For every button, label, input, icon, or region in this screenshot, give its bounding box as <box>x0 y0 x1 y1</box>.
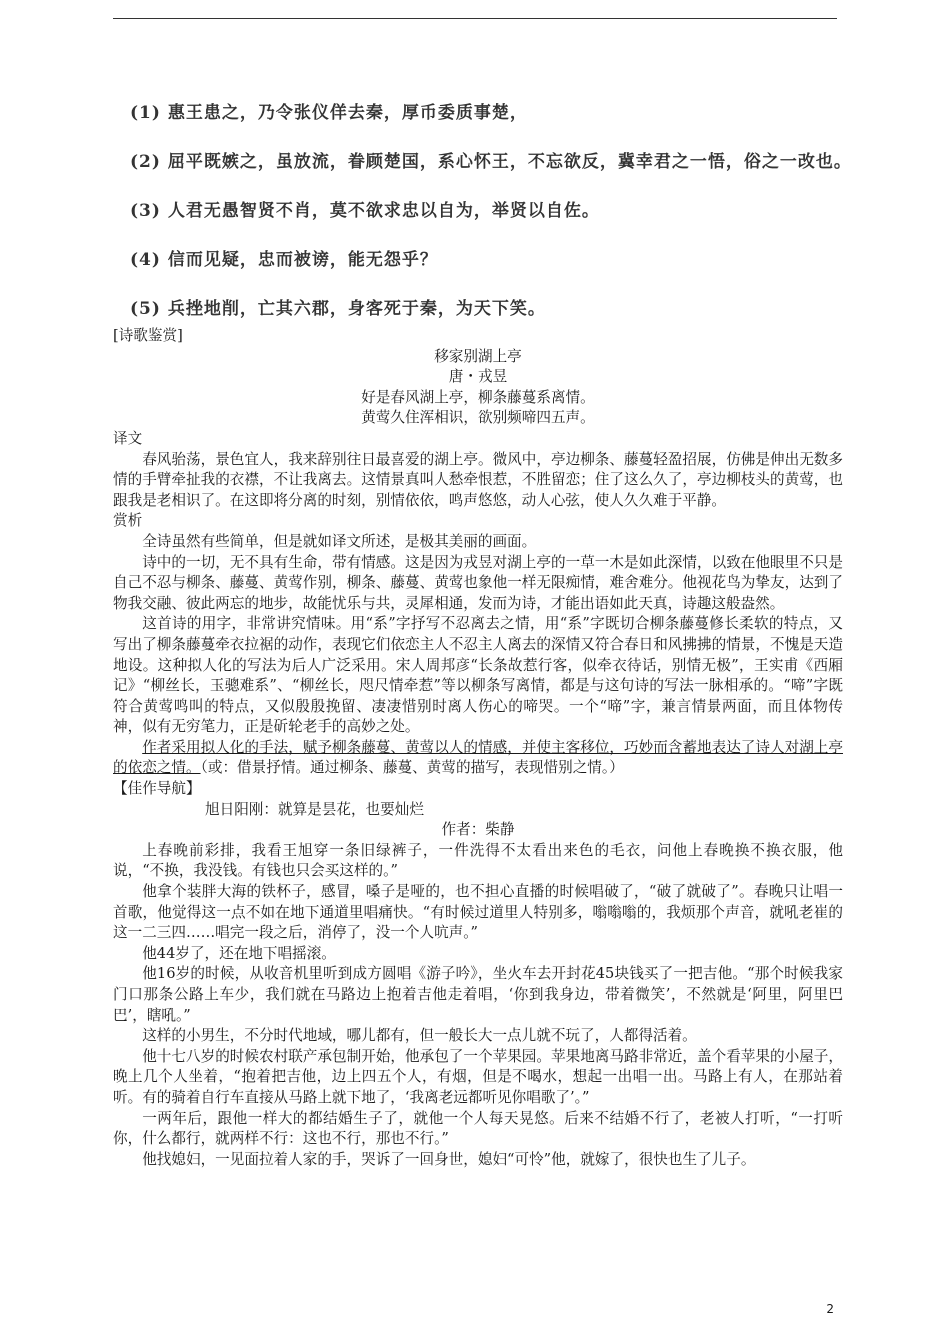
question-3: (3) 人君无愚智贤不肖，莫不欲求忠以自为，举贤以自佐。 <box>130 201 600 221</box>
translation-label: 译文 <box>113 429 143 447</box>
question-4: (4) 信而见疑，忠而被谤，能无怨乎？ <box>130 250 438 270</box>
question-1: (1) 惠王患之，乃令张仪佯去秦，厚币委质事楚， <box>130 103 528 123</box>
poem-line-2: 黄莺久住浑相识，欲别频啼四五声。 <box>361 409 595 427</box>
appreciation-paragraph-4 <box>113 738 843 779</box>
page-number: 2 <box>826 1302 834 1316</box>
poem-line-1: 好是春风湖上亭，柳条藤蔓系离情。 <box>361 388 595 406</box>
essay-paragraph: 这样的小男生，不分时代地域，哪儿都有，但一般长大一点儿就不玩了，人都得活着。 <box>142 1027 697 1045</box>
question-2: (2) 屈平既嫉之，虽放流，眷顾楚国，系心怀王，不忘欲反，冀幸君之一悟，俗之一改也。 <box>130 152 852 172</box>
essay-paragraph: 一两年后，跟他一样大的都结婚生子了，就他一个人每天晃悠。后来不结婚不行了，老被人打听，“一打听你，什么都行，就两样不行：这也不行，那也不行。” <box>113 1109 843 1148</box>
question-5: (5) 兵挫地削，亡其六郡，身客死于秦，为天下笑。 <box>130 299 546 319</box>
essay-author: 作者：柴静 <box>441 821 515 839</box>
appreciation-label: 赏析 <box>113 512 143 530</box>
answer-underlined: 作者采用拟人化的手法，赋予柳条藤蔓、黄莺以人的情感，并使主客移位，巧妙而含蓄地表达了诗人对湖上亭的依恋之情。 <box>113 738 843 777</box>
answer-alternative: （或：借景抒情。通过柳条、藤蔓、黄莺的描写，表现惜别之情。） <box>200 759 624 777</box>
poem-author: 唐・戎昱 <box>448 368 508 386</box>
essay-paragraph: 上春晚前彩排，我看王旭穿一条旧绿裤子，一件洗得不太看出来色的毛衣，问他上春晚换不换衣服，他说，“不换，我没钱。有钱也只会买这样的。” <box>113 841 843 880</box>
appreciation-paragraph-2: 诗中的一切，无不具有生命，带有情感。这是因为戎昱对湖上亭的一草一木是如此深情，以致在他眼里不只是自己不忍与柳条、藤蔓、黄莺作别，柳条、藤蔓、黄莺也象他一样无限痴情，难舍难分。他视花鸟为挚友，达到了物我交融、彼此两忘的地步，故能忧乐与共，灵犀相通，发而为诗，才能出语如此天真，诗趣这般盎然。 <box>113 553 843 612</box>
header-rule <box>113 18 837 19</box>
essay-title: 旭日阳刚：就算是昙花，也要灿烂 <box>205 800 424 818</box>
poetry-section-heading: [诗歌鉴赏] <box>113 327 183 344</box>
essay-paragraph: 他十七八岁的时候农村联产承包制开始，他承包了一个苹果园。苹果地离马路非常近，盖个看苹果的小屋子，晚上几个人坐着，“抱着把吉他，边上四五个人，有烟，但是不喝水，想起一出唱一出。马路上有人，在那站着听。有的骑着自行车直接从马路上就下地了，‘我离老远都听见你唱歌了’。” <box>113 1047 843 1106</box>
essay-paragraph: 他拿个装胖大海的铁杯子，感冒，嗓子是哑的，也不担心直播的时候唱破了，“破了就破了”。春晚只让唱一首歌，他觉得这一点不如在地下通道里唱痛快。“有时候过道里人特别多，嗡嗡嗡的，我烦那个声音，就吼老崔的这一二三四……唱完一段之后，消停了，没一个人吭声。” <box>113 883 843 942</box>
appreciation-paragraph-1: 全诗虽然有些简单，但是就如译文所述，是极其美丽的画面。 <box>142 532 537 550</box>
essay-section-heading: 【佳作导航】 <box>113 780 201 798</box>
poem-title: 移家别湖上亭 <box>434 347 522 365</box>
appreciation-paragraph-3: 这首诗的用字，非常讲究情味。用“系”字抒写不忍离去之情，用“系”字既切合柳条藤蔓修长柔软的特点，又写出了柳条藤蔓牵衣拉裾的动作，表现它们依恋主人不忍主人离去的深情又符合春日和风拂拂的情景，不愧是天造地设。这种拟人化的写法为后人广泛采用。宋人周邦彦“长条故惹行客，似牵衣待话，别情无极”，王实甫《西厢记》“柳丝长，玉骢难系”、“柳丝长，咫尺情牵惹”等以柳条写离情，都是与这句诗的写法一脉相承的。“啼”字既符合黄莺鸣叫的特点，又似殷殷挽留、凄凄惜别时离人伤心的啼哭。一个“啼”字，兼言情景两面，而且体物传神，似有无穷笔力，正是斫轮老手的高妙之处。 <box>113 615 843 736</box>
translation-text: 春风骀荡，景色宜人，我来辞别往日最喜爱的湖上亭。微风中，亭边柳条、藤蔓轻盈招展，仿佛是伸出无数多情的手臂牵扯我的衣襟，不让我离去。这情景真叫人愁牵恨惹，不胜留恋；住了这么久了，亭边柳枝头的黄莺，也跟我是老相识了。在这即将分离的时刻，别情依依，鸣声悠悠，动人心弦，使人久久难于平静。 <box>113 450 843 509</box>
essay-paragraph: 他44岁了，还在地下唱摇滚。 <box>142 944 336 962</box>
essay-paragraph: 他16岁的时候，从收音机里听到成方圆唱《游子吟》，坐火车去开封花45块钱买了一把吉他。“那个时候我家门口那条公路上车少，我们就在马路边上抱着吉他走着唱，‘你到我身边，带着微笑’，不然就是‘阿里，阿里巴巴’，瞎吼。” <box>113 965 843 1024</box>
essay-paragraph: 他找媳妇，一见面拉着人家的手，哭诉了一回身世，媳妇“可怜”他，就嫁了，很快也生了儿子。 <box>142 1150 756 1168</box>
document-body <box>113 326 843 1170</box>
